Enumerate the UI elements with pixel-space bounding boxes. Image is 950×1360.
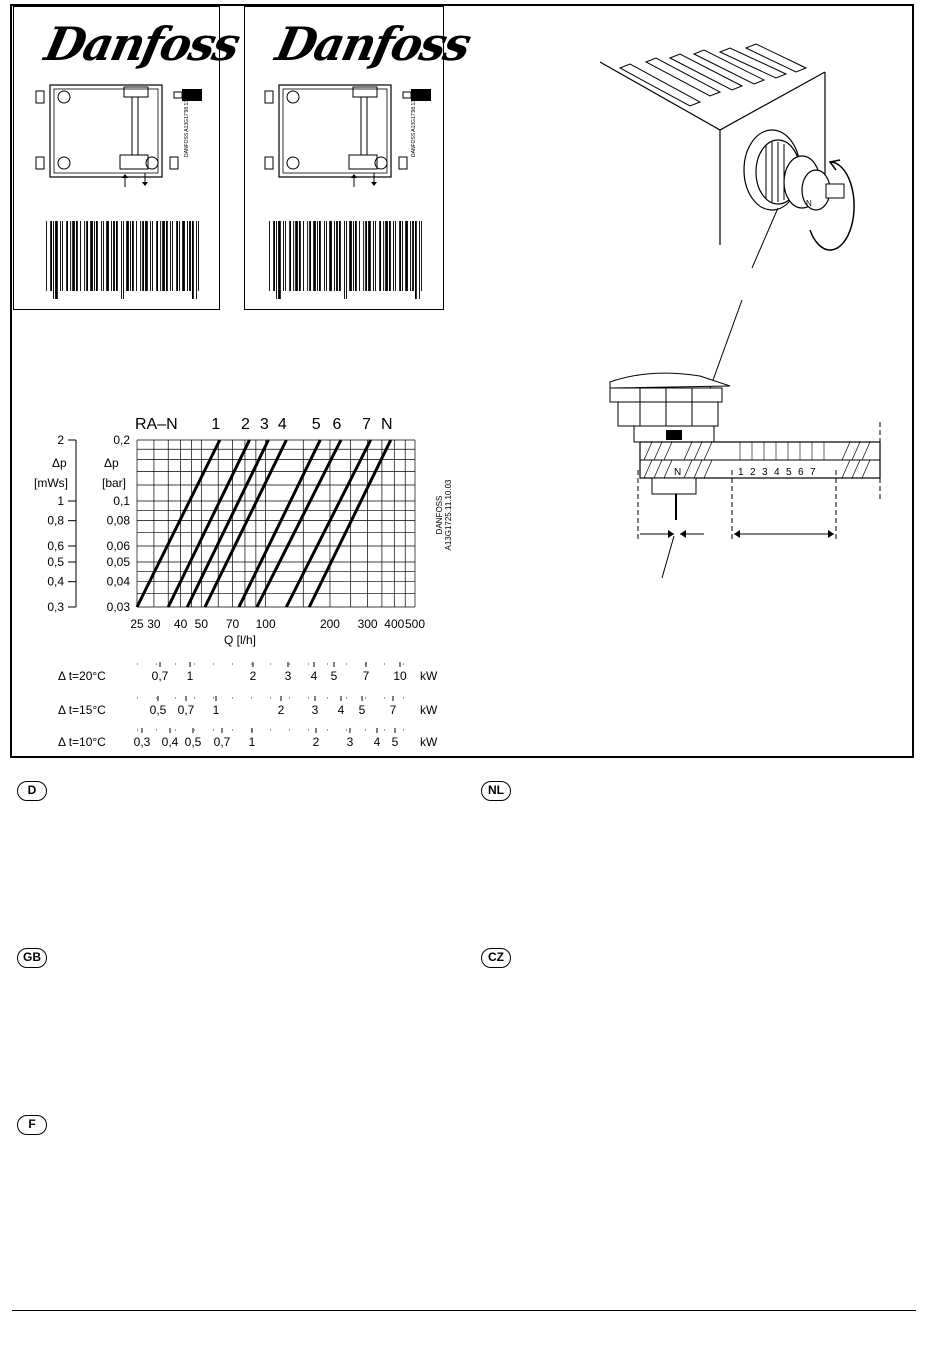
dial-scale-number: 3	[762, 467, 768, 478]
power-tick-label: 4	[337, 703, 345, 717]
power-tick-label: 1	[212, 703, 220, 717]
power-tick-label: 2	[277, 703, 285, 717]
y-tick-bar: 0,1	[113, 494, 130, 509]
y-tick-mws: 0,5	[47, 555, 64, 570]
y-tick-mws: 0,4	[47, 574, 64, 589]
y-tick-bar: 0,2	[113, 433, 130, 447]
language-badge-d: D	[17, 781, 47, 801]
dial-scale-number: 7	[810, 467, 816, 478]
power-tick-label: 0,7	[151, 669, 169, 683]
power-tick-label: 0,4	[161, 735, 179, 749]
dial-scale-number: 5	[786, 467, 792, 478]
x-axis-label: Q [l/h]	[224, 633, 257, 647]
label-code-text: DANFOSS A13G17'98.13	[184, 99, 190, 157]
y-tick-mws: 2	[57, 433, 64, 447]
dial-scale-number: 6	[798, 467, 804, 478]
mws-axis-label: Δp	[52, 456, 67, 470]
power-tick-label: 0,5	[149, 703, 167, 717]
x-tick-label: 30	[147, 617, 161, 631]
y-tick-mws: 0,8	[47, 513, 64, 528]
series-label: 2	[241, 416, 250, 433]
power-tick-label: 5	[358, 703, 366, 717]
x-tick-label: 50	[194, 617, 209, 631]
power-tick-label: 4	[373, 735, 381, 749]
brand-logo: Danfoss	[271, 17, 475, 71]
dial-scale-number: N	[674, 467, 682, 478]
y-tick-bar: 0,03	[106, 600, 130, 614]
product-label-2	[244, 6, 475, 310]
chart-labels	[34, 416, 453, 749]
x-tick-label: 200	[319, 617, 340, 631]
power-tick-label: 1	[248, 735, 256, 749]
power-tick-label: 0,3	[133, 735, 151, 749]
chart-code	[435, 479, 453, 551]
dial-scale-number: 2	[750, 467, 756, 478]
power-unit: kW	[420, 735, 438, 749]
language-badge-f: F	[17, 1115, 47, 1135]
power-tick-label: 5	[391, 735, 399, 749]
series-label: 6	[332, 416, 342, 433]
power-tick-label: 3	[346, 735, 354, 749]
barcode	[44, 221, 204, 301]
power-tick-label: 7	[389, 703, 397, 717]
x-tick-label: 400	[384, 617, 405, 631]
power-tick-label: 0,7	[213, 735, 231, 749]
valve-illustration	[580, 50, 900, 560]
label-code	[411, 99, 431, 157]
chart-title: RA–N	[135, 416, 178, 433]
power-tick-label: 1	[186, 669, 194, 683]
x-tick-label: 40	[173, 617, 188, 631]
y-tick-bar: 0,04	[106, 574, 130, 589]
mws-axis-label: [mWs]	[34, 476, 68, 490]
power-unit: kW	[420, 669, 438, 683]
power-row-label: Δ t=20°C	[58, 669, 106, 683]
power-tick-label: 3	[284, 669, 292, 683]
power-tick-label: 0,5	[184, 735, 202, 749]
y-tick-mws: 0,3	[47, 600, 64, 614]
dial-scale-number: 4	[774, 467, 780, 478]
power-tick-label: 4	[310, 669, 318, 683]
series-label: N	[380, 416, 393, 433]
barcode	[267, 221, 427, 301]
power-tick-label: 3	[311, 703, 319, 717]
y-tick-mws: 0,6	[47, 538, 64, 553]
power-unit: kW	[420, 703, 438, 717]
x-tick-label: 100	[255, 617, 276, 631]
y-tick-bar: 0,06	[106, 538, 130, 553]
chart-code-line: A13G1725.11.10.03	[444, 479, 453, 551]
series-label: 4	[277, 416, 287, 433]
series-label: 1	[211, 416, 221, 433]
x-tick-label: 300	[357, 617, 378, 631]
language-badge-gb: GB	[17, 948, 47, 968]
power-tick-label: 2	[312, 735, 320, 749]
language-badge-nl: NL	[481, 781, 511, 801]
language-badge-cz: CZ	[481, 948, 511, 968]
footer-rule	[12, 1310, 916, 1311]
power-row-label: Δ t=15°C	[58, 703, 106, 717]
y-tick-bar: 0,05	[106, 555, 130, 570]
label-code	[184, 99, 204, 157]
knob-mark: N	[806, 199, 812, 208]
power-tick-label: 5	[330, 669, 338, 683]
series-label: 5	[311, 416, 321, 433]
series-label: 7	[362, 416, 372, 433]
power-tick-label: 10	[393, 669, 407, 683]
label-code-text: DANFOSS A13G17'98.13	[411, 99, 417, 157]
power-tick-label: 7	[362, 669, 370, 683]
bar-axis-label: [bar]	[102, 476, 127, 490]
series-label: 3	[259, 416, 269, 433]
y-tick-mws: 1	[57, 494, 64, 509]
power-tick-label: 2	[249, 669, 257, 683]
product-label-1	[13, 6, 244, 310]
power-row-label: Δ t=10°C	[58, 735, 106, 749]
flow-chart	[34, 400, 460, 755]
x-tick-label: 500	[404, 617, 426, 631]
power-tick-label: 0,7	[177, 703, 195, 717]
chart-code-line: DANFOSS	[435, 495, 444, 535]
dial-scale-number: 1	[738, 467, 744, 478]
x-tick-label: 25	[130, 617, 144, 631]
bar-axis-label: Δp	[104, 456, 119, 470]
y-tick-bar: 0,08	[106, 513, 130, 528]
x-tick-label: 70	[225, 617, 240, 631]
brand-logo: Danfoss	[40, 17, 244, 71]
